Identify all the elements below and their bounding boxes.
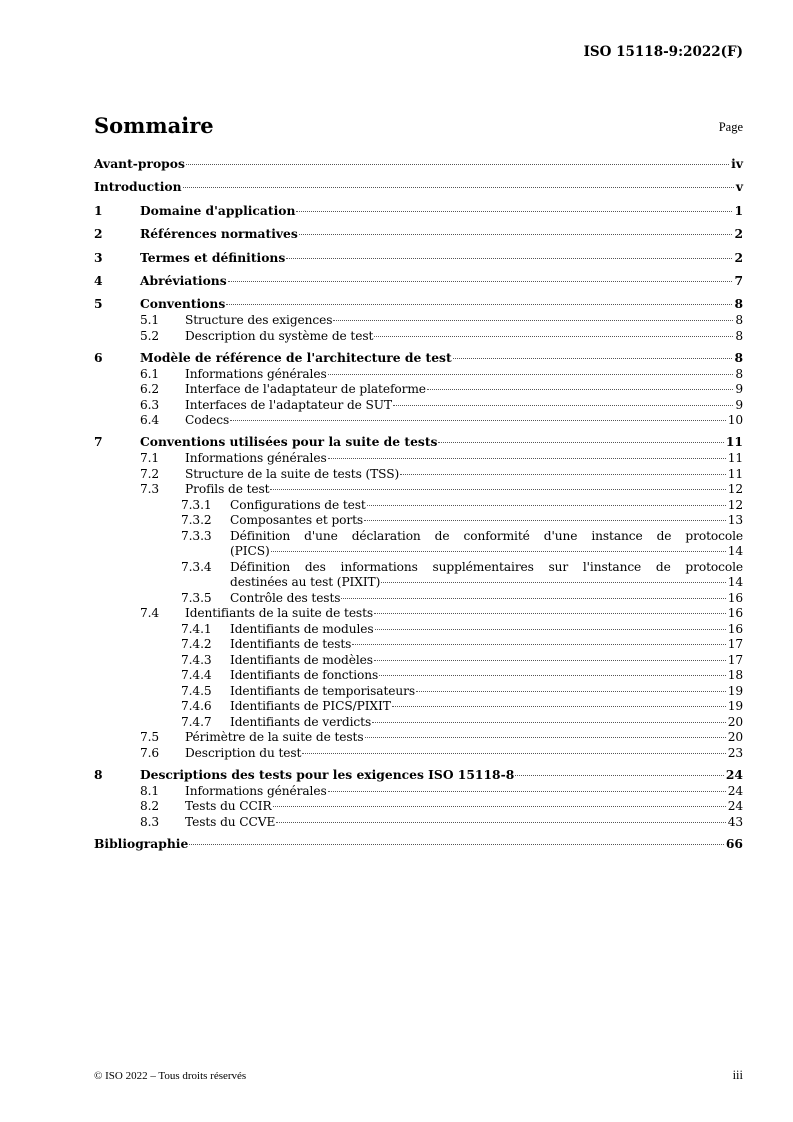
toc-entry-8-3[interactable]: 8.3 Tests du CCVE 43 bbox=[140, 814, 743, 829]
toc-entry-7-4[interactable]: 7.4 Identifiants de la suite de tests 16 bbox=[140, 606, 743, 621]
toc-entry-7-4-4[interactable]: 7.4.4 Identifiants de fonctions 18 bbox=[181, 668, 743, 683]
toc-entry-6-2[interactable]: 6.2 Interface de l'adaptateur de plateforme 9 bbox=[140, 382, 743, 397]
toc-entry-3[interactable]: 3 Termes et définitions 2 bbox=[94, 249, 743, 265]
toc-entry-7-3-1[interactable]: 7.3.1 Configurations de test 12 bbox=[181, 497, 743, 512]
table-of-contents bbox=[94, 156, 743, 859]
toc-entry-avant-propos[interactable]: Avant-propos iv bbox=[94, 156, 743, 171]
toc-entry-7-3-4[interactable]: 7.3.4 Définition des informations supplémentaires sur l'instance de protocole destinées au test (PIXIT) 14 bbox=[181, 559, 743, 590]
page-column-label: Page bbox=[718, 120, 743, 134]
toc-entry-introduction[interactable]: Introduction v bbox=[94, 179, 743, 195]
toc-entry-6[interactable]: 6 Modèle de référence de l'architecture de test 8 bbox=[94, 349, 743, 365]
toc-entry-2[interactable]: 2 Références normatives 2 bbox=[94, 226, 743, 242]
page-number: iii bbox=[732, 1068, 743, 1082]
document-code: ISO 15118-9:2022(F) bbox=[583, 44, 743, 60]
toc-entry-6-1[interactable]: 6.1 Informations générales 8 bbox=[140, 366, 743, 381]
toc-entry-1[interactable]: 1 Domaine d'application 1 bbox=[94, 202, 743, 218]
toc-entry-7-3-2[interactable]: 7.3.2 Composantes et ports 13 bbox=[181, 513, 743, 528]
toc-entry-8-2[interactable]: 8.2 Tests du CCIR 24 bbox=[140, 799, 743, 814]
toc-entry-7-4-3[interactable]: 7.4.3 Identifiants de modèles 17 bbox=[181, 652, 743, 667]
toc-entry-7-4-1[interactable]: 7.4.1 Identifiants de modules 16 bbox=[181, 621, 743, 636]
toc-entry-5-2[interactable]: 5.2 Description du système de test 8 bbox=[140, 328, 743, 343]
toc-entry-7-2[interactable]: 7.2 Structure de la suite de tests (TSS) 11 bbox=[140, 466, 743, 481]
toc-entry-6-4[interactable]: 6.4 Codecs 10 bbox=[140, 413, 743, 428]
toc-entry-8-1[interactable]: 8.1 Informations générales 24 bbox=[140, 783, 743, 798]
toc-entry-7-3[interactable]: 7.3 Profils de test 12 bbox=[140, 482, 743, 497]
toc-entry-5-1[interactable]: 5.1 Structure des exigences 8 bbox=[140, 313, 743, 328]
copyright-notice: © ISO 2022 – Tous droits réservés bbox=[94, 1070, 247, 1082]
page-title: Sommaire bbox=[94, 113, 214, 138]
toc-entry-7-5[interactable]: 7.5 Périmètre de la suite de tests 20 bbox=[140, 730, 743, 745]
toc-entry-8[interactable]: 8 Descriptions des tests pour les exigences ISO 15118-8 24 bbox=[94, 766, 743, 782]
toc-entry-4[interactable]: 4 Abréviations 7 bbox=[94, 272, 743, 288]
toc-entry-6-3[interactable]: 6.3 Interfaces de l'adaptateur de SUT 9 bbox=[140, 397, 743, 412]
toc-entry-7-4-2[interactable]: 7.4.2 Identifiants de tests 17 bbox=[181, 637, 743, 652]
toc-entry-7-3-3[interactable]: 7.3.3 Définition d'une déclaration de conformité d'une instance de protocole (PICS) 14 bbox=[181, 528, 743, 559]
toc-entry-7-4-5[interactable]: 7.4.5 Identifiants de temporisateurs 19 bbox=[181, 683, 743, 698]
toc-entry-7-3-5[interactable]: 7.3.5 Contrôle des tests 16 bbox=[181, 590, 743, 605]
toc-entry-7-6[interactable]: 7.6 Description du test 23 bbox=[140, 745, 743, 760]
toc-entry-7-4-6[interactable]: 7.4.6 Identifiants de PICS/PIXIT 19 bbox=[181, 699, 743, 714]
toc-entry-7-4-7[interactable]: 7.4.7 Identifiants de verdicts 20 bbox=[181, 714, 743, 729]
toc-entry-7[interactable]: 7 Conventions utilisées pour la suite de tests 11 bbox=[94, 434, 743, 450]
toc-entry-7-1[interactable]: 7.1 Informations générales 11 bbox=[140, 451, 743, 466]
toc-entry-5[interactable]: 5 Conventions 8 bbox=[94, 296, 743, 312]
toc-entry-bibliographie[interactable]: Bibliographie 66 bbox=[94, 835, 743, 851]
